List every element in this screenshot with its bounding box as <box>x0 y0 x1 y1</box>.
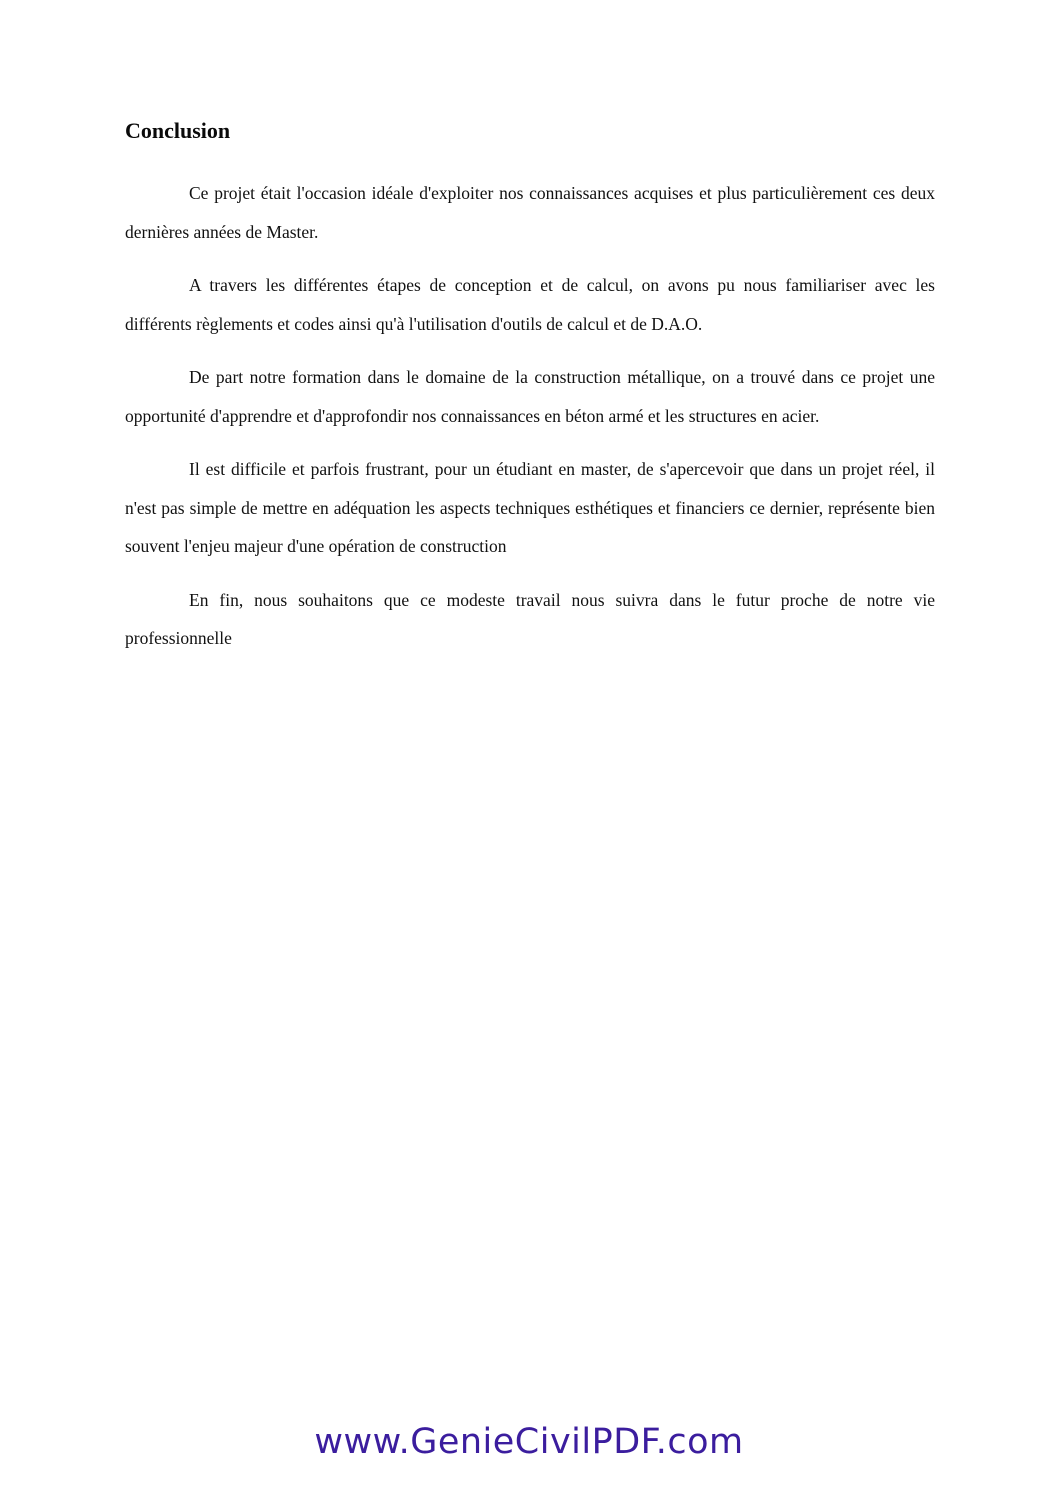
page-content <box>125 118 935 673</box>
conclusion-body <box>125 174 935 658</box>
paragraph: En fin, nous souhaitons que ce modeste travail nous suivra dans le futur proche de notre vie professionnelle <box>125 589 935 648</box>
watermark-link[interactable]: www.GenieCivilPDF.com <box>314 1422 744 1462</box>
paragraph: Il est difficile et parfois frustrant, pour un étudiant en master, de s'apercevoir que dans un projet réel, il n'est pas simple de mettre en adéquation les aspects techniques esthétiques et financiers ce dernier, représente bien souvent l'enjeu majeur d'une opération de construction <box>125 459 935 556</box>
paragraph: Ce projet était l'occasion idéale d'exploiter nos connaissances acquises et plus particulièrement ces deux dernières années de Master. <box>125 183 935 242</box>
paragraph: A travers les différentes étapes de conception et de calcul, on avons pu nous familiariser avec les différents règlements et codes ainsi qu'à l'utilisation d'outils de calcul et de D.A.O. <box>125 275 935 334</box>
conclusion-heading: Conclusion <box>125 118 231 143</box>
paragraph: De part notre formation dans le domaine de la construction métallique, on a trouvé dans ce projet une opportunité d'apprendre et d'approfondir nos connaissances en béton armé et les structures en acier. <box>125 367 935 426</box>
